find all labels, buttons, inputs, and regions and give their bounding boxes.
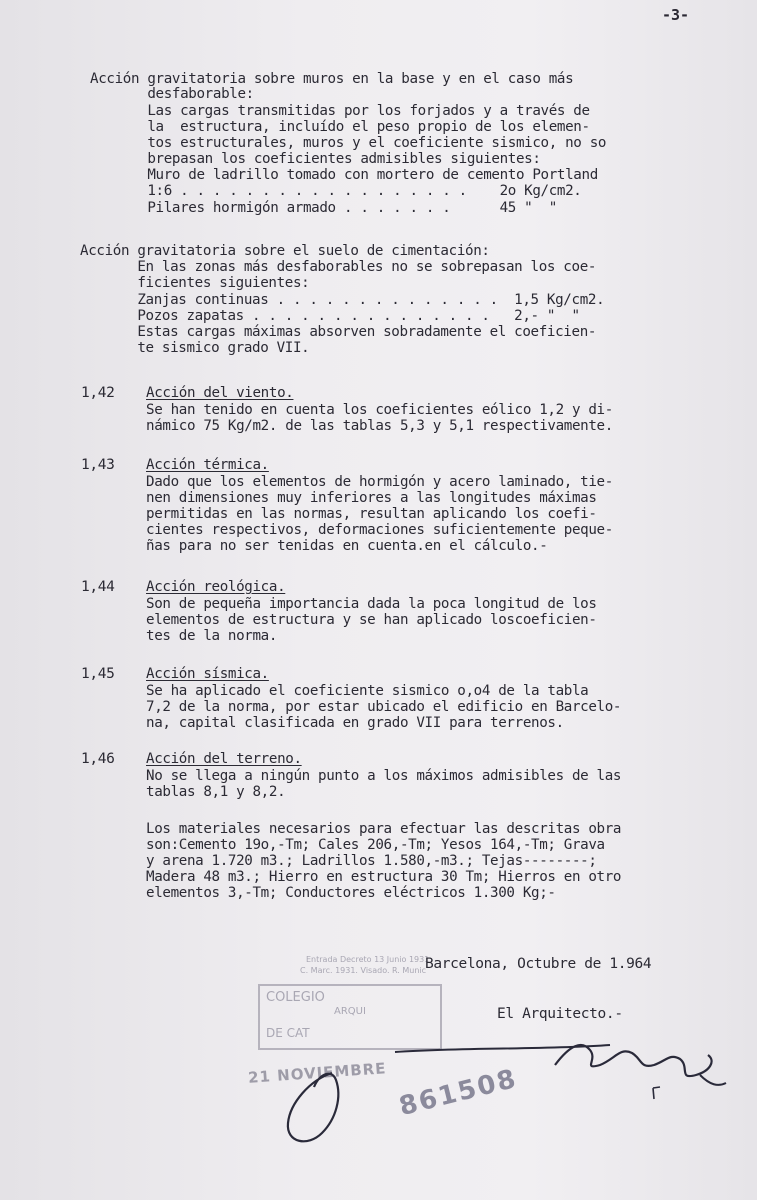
- section-number: 1,44: [81, 579, 115, 595]
- signature-icon: [270, 1025, 730, 1155]
- section-title: Acción térmica.: [146, 457, 269, 473]
- text-line: nen dimensiones muy inferiores a las longitudes máximas: [146, 490, 597, 506]
- text-line: Dado que los elementos de hormigón y acero laminado, tie-: [146, 474, 613, 490]
- text-line: No se llega a ningún punto a los máximos admisibles de las: [146, 768, 622, 784]
- text-line: cientes respectivos, deformaciones suficientemente peque-: [146, 522, 613, 538]
- text-line: Acción gravitatoria sobre muros en la base y en el caso más: [90, 71, 574, 87]
- stamp-box-top: COLEGIO: [266, 990, 325, 1005]
- text-line: elementos 3,-Tm; Conductores eléctricos 1.300 Kg;-: [146, 885, 556, 901]
- section-number: 1,45: [81, 666, 115, 682]
- text-line: 7,2 de la norma, por estar ubicado el edificio en Barcelo-: [146, 699, 622, 715]
- section-title: Acción del viento.: [146, 385, 294, 401]
- section-title: Acción del terreno.: [146, 751, 302, 767]
- text-line: Pilares hormigón armado . . . . . . . 45 " ": [90, 200, 557, 216]
- text-line: Son de pequeña importancia dada la poca longitud de los: [146, 596, 597, 612]
- text-line: Muro de ladrillo tomado con mortero de cemento Portland: [90, 167, 598, 183]
- page-number: -3-: [662, 6, 690, 24]
- section-number: 1,43: [81, 457, 115, 473]
- registration-number: 861508: [396, 1063, 521, 1123]
- text-line: brepasan los coeficientes admisibles siguientes:: [90, 151, 541, 167]
- text-line: y arena 1.720 m3.; Ladrillos 1.580,-m3.; Tejas--------;: [146, 853, 597, 869]
- text-line: Se ha aplicado el coeficiente sismico o,o4 de la tabla: [146, 683, 589, 699]
- text-line: tos estructurales, muros y el coeficiente sismico, no so: [90, 135, 607, 151]
- signature-label: El Arquitecto.-: [497, 1006, 623, 1022]
- text-line: Los materiales necesarios para efectuar las descritas obra: [146, 821, 622, 837]
- section-title: Acción reológica.: [146, 579, 286, 595]
- text-line: ficientes siguientes:: [80, 275, 310, 291]
- text-line: elementos de estructura y se han aplicado loscoeficien-: [146, 612, 597, 628]
- stamp-box-bottom: DE CAT: [266, 1026, 310, 1040]
- text-line: 1:6 . . . . . . . . . . . . . . . . . . 2o Kg/cm2.: [90, 183, 582, 199]
- text-line: son:Cemento 19o,-Tm; Cales 206,-Tm; Yesos 164,-Tm; Grava: [146, 837, 605, 853]
- text-line: desfaborable:: [90, 86, 254, 102]
- stamp-box-mid: ARQUI: [334, 1006, 366, 1017]
- text-line: Zanjas continuas . . . . . . . . . . . . . . 1,5 Kg/cm2.: [80, 292, 605, 308]
- text-line: námico 75 Kg/m2. de las tablas 5,3 y 5,1 respectivamente.: [146, 418, 613, 434]
- text-line: tes de la norma.: [146, 628, 278, 644]
- section-number: 1,42: [81, 385, 115, 401]
- text-line: Pozos zapatas . . . . . . . . . . . . . . . 2,- " ": [80, 308, 580, 324]
- stamp-line: C. Marc. 1931. Visado. R. Munic: [300, 966, 427, 975]
- text-line: te sismico grado VII.: [80, 340, 310, 356]
- text-line: la estructura, incluído el peso propio de los elemen-: [90, 119, 590, 135]
- text-line: Estas cargas máximas absorven sobradamente el coeficien-: [80, 324, 597, 340]
- section-title: Acción sísmica.: [146, 666, 269, 682]
- text-line: En las zonas más desfaborables no se sobrepasan los coe-: [80, 259, 597, 275]
- text-line: ñas para no ser tenidas en cuenta.en el cálculo.-: [146, 538, 548, 554]
- stamp-date: 21 NOVIEMBRE: [247, 1059, 388, 1087]
- stamp-line: Entrada Decreto 13 Junio 1931: [306, 955, 430, 964]
- section-number: 1,46: [81, 751, 115, 767]
- place-date: Barcelona, Octubre de 1.964: [425, 956, 652, 972]
- text-line: Las cargas transmitidas por los forjados y a través de: [90, 103, 590, 119]
- text-line: permitidas en las normas, resultan aplicando los coefi-: [146, 506, 597, 522]
- text-line: tablas 8,1 y 8,2.: [146, 784, 286, 800]
- text-line: Se han tenido en cuenta los coeficientes eólico 1,2 y di-: [146, 402, 613, 418]
- text-line: Madera 48 m3.; Hierro en estructura 30 Tm; Hierros en otro: [146, 869, 622, 885]
- text-line: na, capital clasificada en grado VII para terrenos.: [146, 715, 564, 731]
- text-line: Acción gravitatoria sobre el suelo de cimentación:: [80, 243, 490, 259]
